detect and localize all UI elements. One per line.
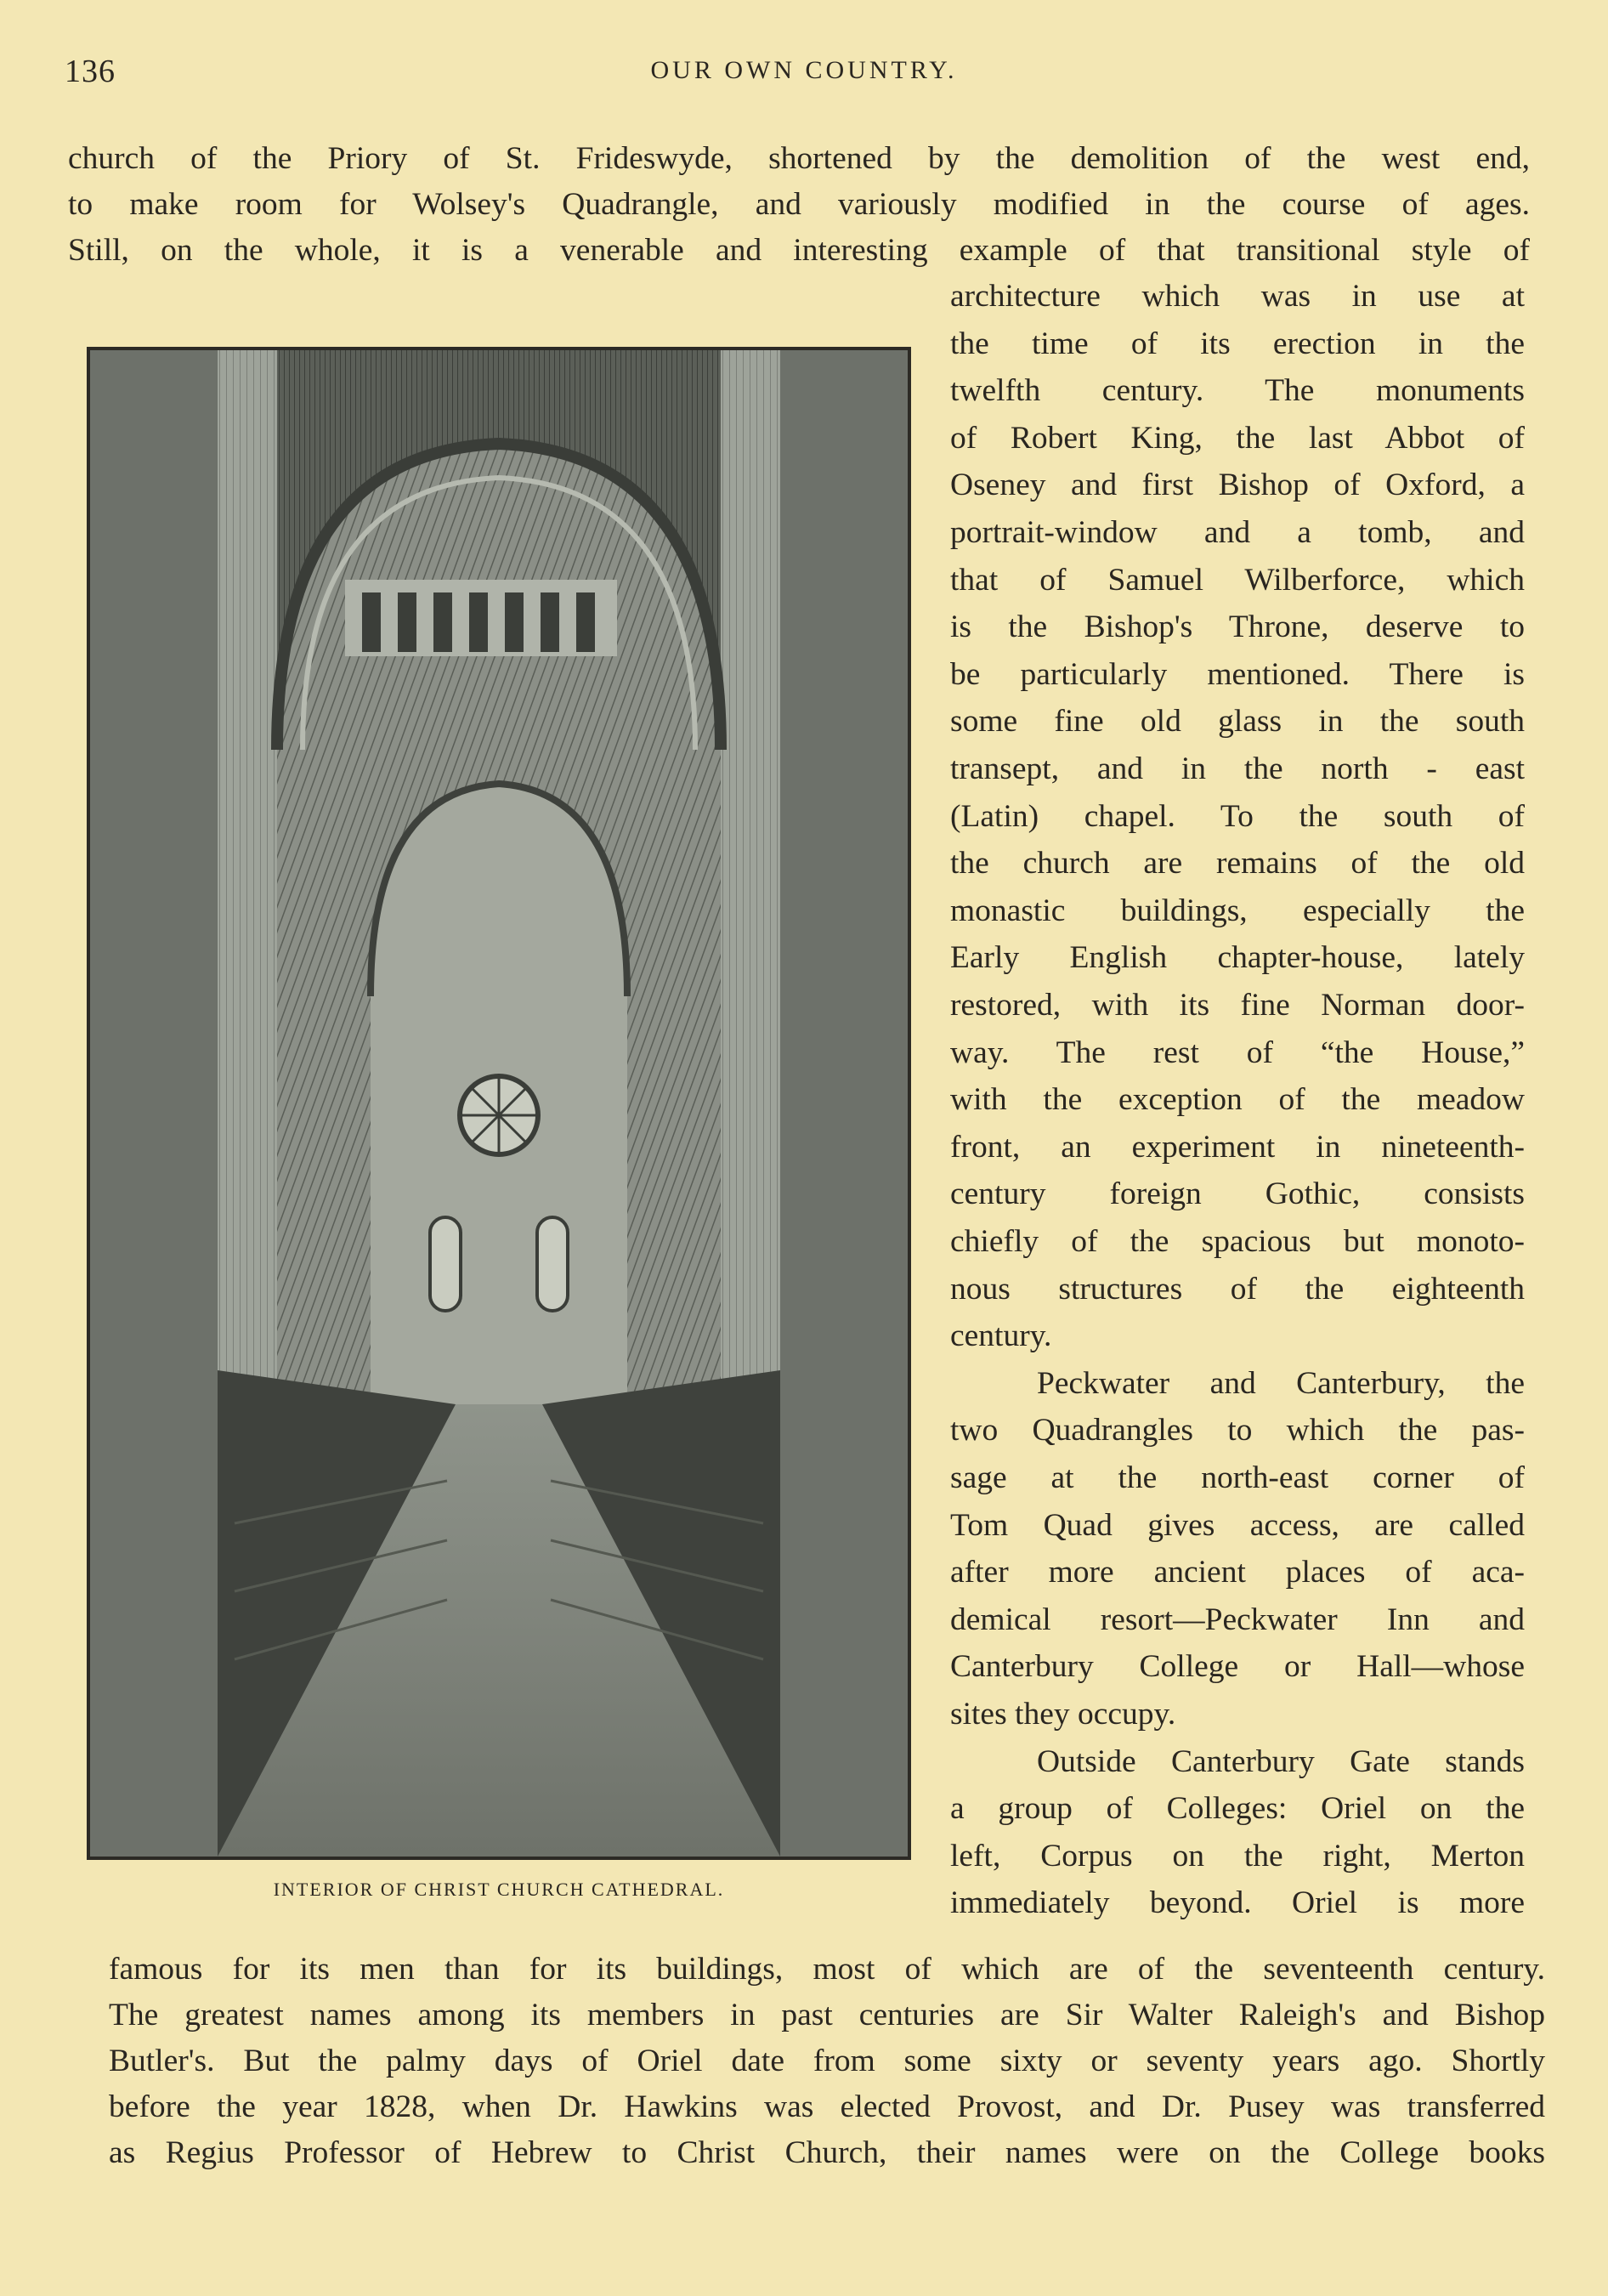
column-line: the time of its erection in the (950, 326, 1525, 361)
column-line: monastic buildings, especially the (950, 893, 1525, 928)
column-line: Peckwater and Canterbury, the (1037, 1365, 1525, 1401)
column-line: sage at the north-east corner of (950, 1460, 1525, 1495)
body-line: Butler's. But the palmy days of Oriel date from some sixty or seventy years ago. Shortly (109, 2044, 1545, 2078)
column-line: is the Bishop's Throne, deserve to (950, 609, 1525, 645)
body-line: to make room for Wolsey's Quadrangle, and variously modified in the course of ages. (68, 187, 1530, 222)
column-line: (Latin) chapel. To the south of (950, 798, 1525, 834)
column-line: architecture which was in use at (950, 279, 1525, 314)
column-line: sites they occupy. (950, 1697, 1176, 1732)
column-line: Outside Canterbury Gate stands (1037, 1743, 1525, 1779)
column-line: Tom Quad gives access, are called (950, 1507, 1525, 1543)
body-line: before the year 1828, when Dr. Hawkins was elected Provost, and Dr. Pusey was transferred (109, 2089, 1545, 2124)
column-line: Canterbury College or Hall—whose (950, 1649, 1525, 1685)
body-line: The greatest names among its members in past centuries are Sir Walter Raleigh's and Bishop (109, 1998, 1545, 2032)
column-line: restored, with its fine Norman door- (950, 988, 1525, 1023)
column-line: left, Corpus on the right, Merton (950, 1838, 1525, 1874)
column-line: with the exception of the meadow (950, 1082, 1525, 1118)
column-line: nous structures of the eighteenth (950, 1271, 1525, 1307)
column-line: be particularly mentioned. There is (950, 656, 1525, 692)
running-title: OUR OWN COUNTRY. (650, 56, 958, 84)
body-line: as Regius Professor of Hebrew to Christ Church, their names were on the College books (109, 2135, 1545, 2170)
column-line: two Quadrangles to which the pas- (950, 1413, 1525, 1448)
illustration-caption: INTERIOR OF CHRIST CHURCH CATHEDRAL. (273, 1879, 725, 1900)
column-line: of Robert King, the last Abbot of (950, 420, 1525, 456)
body-line: Still, on the whole, it is a venerable and interesting example of that transitional style of (68, 233, 1530, 268)
column-line: portrait-window and a tomb, and (950, 515, 1525, 550)
column-line: Oseney and first Bishop of Oxford, a (950, 468, 1525, 503)
column-line: that of Samuel Wilberforce, which (950, 562, 1525, 598)
body-line: famous for its men than for its buildings, most of which are of the seventeenth century. (109, 1952, 1545, 1987)
column-line: front, an experiment in nineteenth- (950, 1129, 1525, 1165)
column-line: twelfth century. The monuments (950, 373, 1525, 409)
column-line: some fine old glass in the south (950, 704, 1525, 740)
column-line: demical resort—Peckwater Inn and (950, 1602, 1525, 1637)
column-line: the church are remains of the old (950, 846, 1525, 882)
column-line: immediately beyond. Oriel is more (950, 1885, 1525, 1921)
page-number: 136 (65, 54, 116, 89)
column-line: chiefly of the spacious but monoto- (950, 1224, 1525, 1259)
column-line: century foreign Gothic, consists (950, 1176, 1525, 1212)
column-line: century. (950, 1318, 1052, 1354)
column-line: a group of Colleges: Oriel on the (950, 1791, 1525, 1827)
column-line: after more ancient places of aca- (950, 1555, 1525, 1590)
column-line: Early English chapter-house, lately (950, 940, 1525, 976)
engraving-image (90, 350, 908, 1857)
column-line: transept, and in the north - east (950, 751, 1525, 786)
column-line: way. The rest of “the House,” (950, 1035, 1525, 1070)
cathedral-engraving (87, 347, 911, 1860)
body-line: church of the Priory of St. Frideswyde, shortened by the demolition of the west end, (68, 141, 1530, 176)
